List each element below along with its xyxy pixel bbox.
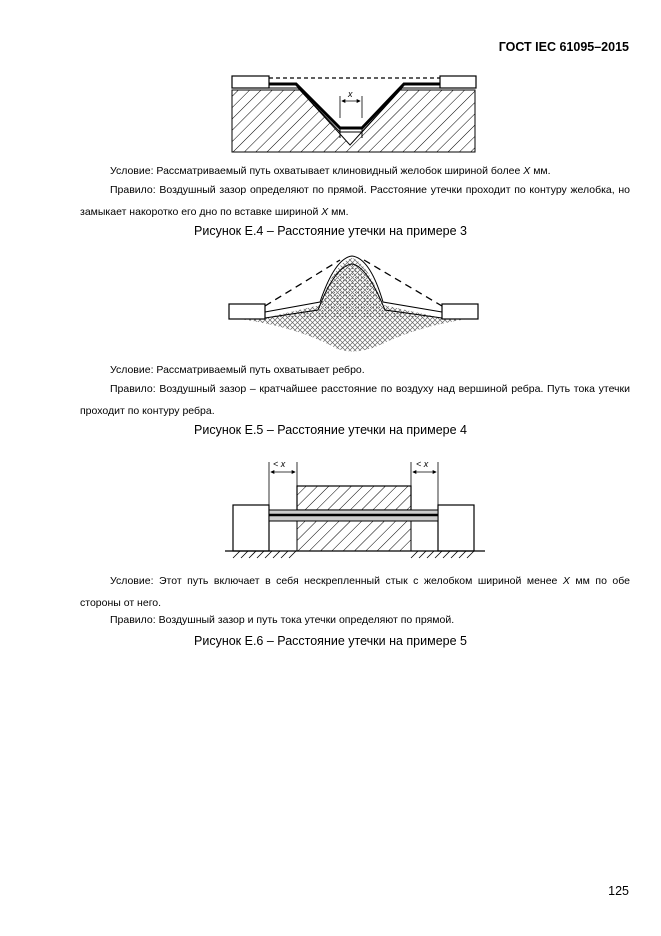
document-header: ГОСТ IEC 61095–2015 <box>498 40 629 54</box>
e6-condition: Условие: Этот путь включает в себя нескрепленный стык с желобком шириной менее X мм по обе стороны от него. <box>80 575 630 609</box>
figure-e4-diagram <box>232 76 476 152</box>
e5-condition: Условие: Рассматриваемый путь охватывает ребро. <box>110 364 365 376</box>
e6-dimension-label-right: < x <box>416 459 429 469</box>
e6-dimension-label-left: < x <box>273 459 286 469</box>
e6-rule: Правило: Воздушный зазор и путь тока утечки определяют по прямой. <box>110 614 455 626</box>
figure-e5-diagram <box>229 256 478 352</box>
e4-condition: Условие: Рассматриваемый путь охватывает клиновидный желобок шириной более X мм. <box>110 165 551 177</box>
e4-dimension-label: x <box>348 89 353 99</box>
e5-caption: Рисунок Е.5 – Расстояние утечки на примере 4 <box>194 423 467 437</box>
page-number: 125 <box>608 884 629 898</box>
e4-caption: Рисунок Е.4 – Расстояние утечки на примере 3 <box>194 224 467 238</box>
figure-e6-diagram <box>225 459 485 558</box>
e5-rule: Правило: Воздушный зазор – кратчайшее расстояние по воздуху над вершиной ребра. Путь тока утечки проходит по контуру ребра. <box>80 383 630 417</box>
e6-caption: Рисунок Е.6 – Расстояние утечки на примере 5 <box>194 634 467 648</box>
e4-rule: Правило: Воздушный зазор определяют по прямой. Расстояние утечки проходит по контуру желобка, но замыкает накоротко его дно по вставке шириной X мм. <box>80 184 630 218</box>
